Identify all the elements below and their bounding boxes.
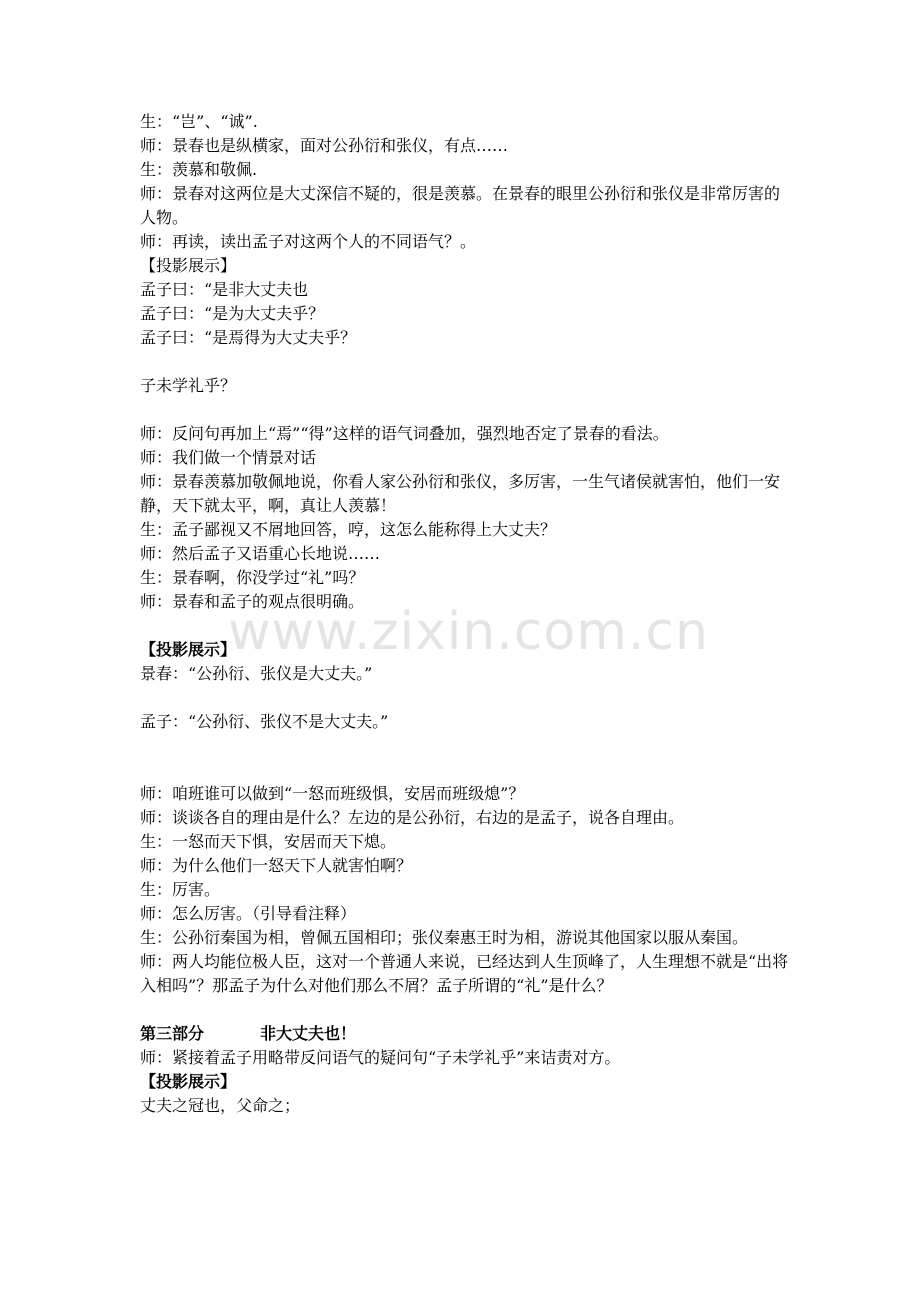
- dialogue-line: 师：景春羡慕加敬佩地说，你看人家公孙衍和张仪，多厉害，一生气诸侯就害怕，他们一安静，天下就太平，啊，真让人羡慕！: [140, 472, 781, 515]
- dialogue-line: 生：孟子鄙视又不屑地回答，哼，这怎么能称得上大丈夫？: [140, 520, 557, 539]
- quote-line: 孟子曰：“是非大丈夫也: [140, 280, 309, 299]
- dialogue-line: 生：一怒而天下惧，安居而天下熄。: [140, 832, 397, 851]
- quote-line: 孟子曰：“是焉得为大丈夫乎？: [140, 328, 357, 347]
- quote-line: 孟子曰：“是为大丈夫乎？: [140, 304, 325, 323]
- projection-label: 【投影展示】: [140, 256, 237, 275]
- spacer: [140, 350, 790, 374]
- dialogue-line: 师：谈谈各自的理由是什么？左边的是公孙衍，右边的是孟子，说各自理由。: [140, 808, 685, 827]
- dialogue-line: 生：厉害。: [140, 880, 221, 899]
- dialogue-line: 师：景春和孟子的观点很明确。: [140, 592, 365, 611]
- dialogue-line: 师：反问句再加上“焉”“得”这样的语气词叠加，强烈地否定了景春的看法。: [140, 424, 669, 443]
- spacer: [140, 614, 790, 638]
- dialogue-line: 生：羡慕和敬佩.: [140, 160, 258, 179]
- section-number: 第三部分: [140, 1024, 205, 1043]
- dialogue-line: 师：咱班谁可以做到“一怒而班级惧，安居而班级熄”？: [140, 784, 525, 803]
- dialogue-line: 师：怎么厉害。（引导看注释）: [140, 904, 357, 923]
- quote-line: 子未学礼乎？: [140, 376, 237, 395]
- watermark: www.zixin.com.cn: [228, 602, 709, 662]
- dialogue-line: 师：我们做一个情景对话: [140, 448, 317, 467]
- spacer: [140, 734, 790, 782]
- dialogue-line: 师：景春对这两位是大丈深信不疑的，很是羡慕。在景春的眼里公孙衍和张仪是非常厉害的人物。: [140, 184, 781, 227]
- quote-line-jingchun: 景春：“公孙衍、张仪是大丈夫。”: [140, 664, 373, 683]
- document-body: [140, 110, 790, 1118]
- dialogue-line: 师：两人均能位极人臣，这对一个普通人来说，已经达到人生顶峰了，人生理想不就是“出将入相吗”？那孟子为什么对他们那么不屑？孟子所谓的“礼”是什么？: [140, 952, 789, 995]
- section-title: 非大丈夫也！: [260, 1024, 357, 1043]
- projection-heading: 【投影展示】: [140, 1072, 237, 1091]
- quote-line-mengzi: 孟子：“公孙衍、张仪不是大丈夫。”: [140, 712, 389, 731]
- spacer: [140, 398, 790, 422]
- quote-line: 丈夫之冠也，父命之；: [140, 1096, 301, 1115]
- dialogue-line: 师：然后孟子又语重心长地说……: [140, 544, 381, 563]
- section-heading: [140, 1022, 790, 1046]
- dialogue-line: 师：紧接着孟子用略带反问语气的疑问句“子未学礼乎”来诘责对方。: [140, 1048, 621, 1067]
- dialogue-line: 生：景春啊，你没学过“礼”吗？: [140, 568, 365, 587]
- dialogue-line: 生：公孙衍秦国为相，曾佩五国相印；张仪秦惠王时为相，游说其他国家以服从秦国。: [140, 928, 749, 947]
- spacer: [140, 998, 790, 1022]
- dialogue-line: 生：“岂”、“诚”.: [140, 112, 258, 131]
- dialogue-line: 师：再读，读出孟子对这两个人的不同语气？。: [140, 232, 477, 251]
- dialogue-line: 师：为什么他们一怒天下人就害怕啊？: [140, 856, 413, 875]
- projection-heading: 【投影展示】: [140, 640, 237, 659]
- dialogue-line: 师：景春也是纵横家，面对公孙衍和张仪，有点……: [140, 136, 509, 155]
- spacer: [140, 686, 790, 710]
